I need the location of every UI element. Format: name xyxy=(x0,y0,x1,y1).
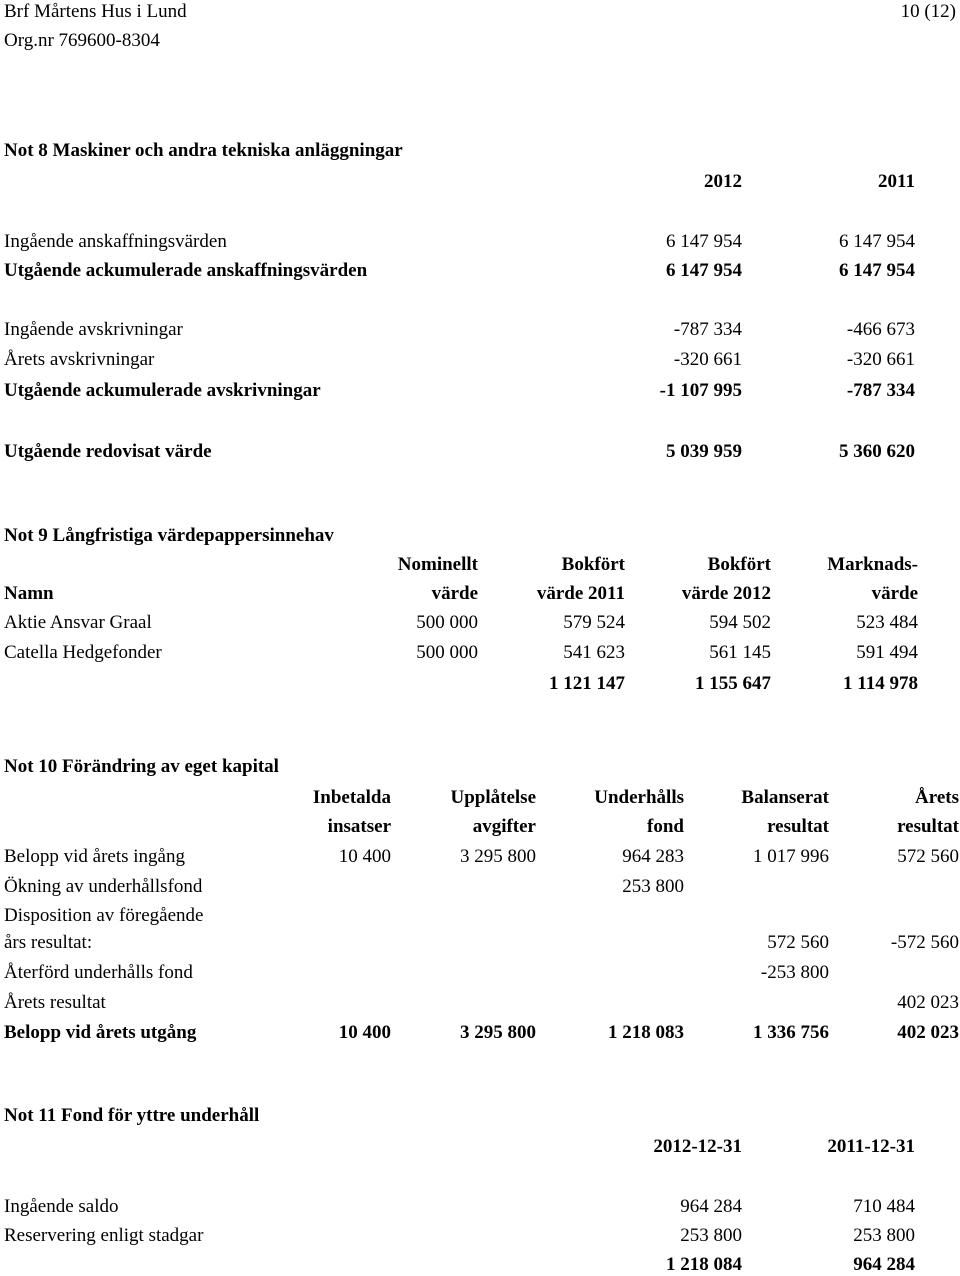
note8-col-2011: 2011 xyxy=(878,171,915,192)
note10-row-value: 964 283 xyxy=(622,846,684,867)
note10-header: Underhålls xyxy=(594,787,684,808)
note10-row-value: 10 400 xyxy=(338,846,391,867)
note8-row-value: 5 039 959 xyxy=(666,441,742,462)
note9-row-name: Catella Hedgefonder xyxy=(4,642,162,663)
note8-row-value: -466 673 xyxy=(846,319,915,340)
note8-row-value: -787 334 xyxy=(673,319,742,340)
note8-row-label: Årets avskrivningar xyxy=(4,349,155,370)
note9-header-market: värde xyxy=(871,583,918,604)
note9-row-value: 591 494 xyxy=(856,642,918,663)
note11-total: 1 218 084 xyxy=(666,1254,742,1275)
note10-row-value: 1 336 756 xyxy=(753,1022,829,1043)
note10-row-label: Ökning av underhållsfond xyxy=(4,876,203,897)
note8-row-value: -320 661 xyxy=(846,349,915,370)
note10-row-value: 402 023 xyxy=(897,992,959,1013)
note9-title: Not 9 Långfristiga värdepappersinnehav xyxy=(4,525,334,546)
note8-row-label: Utgående ackumulerade avskrivningar xyxy=(4,380,321,401)
note11-col-2012: 2012-12-31 xyxy=(653,1136,742,1157)
note11-title: Not 11 Fond för yttre underhåll xyxy=(4,1105,260,1126)
note10-header: Balanserat xyxy=(741,787,829,808)
note9-total: 1 155 647 xyxy=(695,673,771,694)
note8-row-label: Utgående ackumulerade anskaffningsvärden xyxy=(4,260,368,281)
note9-row-value: 579 524 xyxy=(563,612,625,633)
note9-total: 1 114 978 xyxy=(843,673,918,694)
note8-row-value: -1 107 995 xyxy=(659,380,742,401)
note10-header: Årets xyxy=(915,787,959,808)
note10-row-label: Disposition av föregående xyxy=(4,905,204,926)
note10-row-label: Belopp vid årets utgång xyxy=(4,1022,197,1043)
note10-header: Upplåtelse xyxy=(450,787,536,808)
note9-header-book2012: värde 2012 xyxy=(681,583,771,604)
note11-row-value: 964 284 xyxy=(680,1196,742,1217)
page-number: 10 (12) xyxy=(900,1,956,22)
note8-row-value: -320 661 xyxy=(673,349,742,370)
note11-row-value: 253 800 xyxy=(680,1225,742,1246)
note11-total: 964 284 xyxy=(853,1254,915,1275)
note10-row-value: 1 017 996 xyxy=(753,846,829,867)
note10-row-label: Återförd underhålls fond xyxy=(4,962,193,983)
note8-row-label: Ingående anskaffningsvärden xyxy=(4,231,227,252)
note10-row-label: Belopp vid årets ingång xyxy=(4,846,185,867)
note10-row-value: 1 218 083 xyxy=(608,1022,684,1043)
note10-title: Not 10 Förändring av eget kapital xyxy=(4,756,279,777)
note9-row-name: Aktie Ansvar Graal xyxy=(4,612,152,633)
note10-row-value: 10 400 xyxy=(338,1022,391,1043)
note9-header-book2011: värde 2011 xyxy=(536,583,625,604)
company-name: Brf Mårtens Hus i Lund xyxy=(4,1,187,22)
note10-header: insatser xyxy=(327,816,391,837)
note11-col-2011: 2011-12-31 xyxy=(827,1136,915,1157)
note9-row-value: 523 484 xyxy=(856,612,918,633)
note10-header: avgifter xyxy=(472,816,536,837)
note9-header-book2012: Bokfört xyxy=(707,554,771,575)
note9-header-nominal: Nominellt xyxy=(397,554,478,575)
note10-row-value: 253 800 xyxy=(622,876,684,897)
note10-row-value: -572 560 xyxy=(890,932,959,953)
note11-row-value: 710 484 xyxy=(853,1196,915,1217)
note9-row-value: 594 502 xyxy=(709,612,771,633)
note9-header-nominal: värde xyxy=(431,583,478,604)
note8-row-value: -787 334 xyxy=(846,380,915,401)
note9-row-value: 561 145 xyxy=(709,642,771,663)
note11-row-label: Reservering enligt stadgar xyxy=(4,1225,204,1246)
note8-row-value: 6 147 954 xyxy=(666,231,742,252)
note10-row-value: 3 295 800 xyxy=(460,1022,536,1043)
org-number: Org.nr 769600-8304 xyxy=(4,30,160,51)
note9-total: 1 121 147 xyxy=(549,673,625,694)
note10-row-value: 572 560 xyxy=(767,932,829,953)
note10-header: resultat xyxy=(767,816,829,837)
note10-row-value: 572 560 xyxy=(897,846,959,867)
note10-header: resultat xyxy=(897,816,959,837)
note10-row-value: 402 023 xyxy=(897,1022,959,1043)
note8-col-2012: 2012 xyxy=(704,171,742,192)
note10-header: Inbetalda xyxy=(312,787,391,808)
note9-row-value: 500 000 xyxy=(416,612,478,633)
note8-row-value: 5 360 620 xyxy=(839,441,915,462)
note11-row-value: 253 800 xyxy=(853,1225,915,1246)
note9-row-value: 500 000 xyxy=(416,642,478,663)
note10-header: fond xyxy=(647,816,684,837)
note8-title: Not 8 Maskiner och andra tekniska anläggningar xyxy=(4,140,403,161)
note9-header-book2011: Bokfört xyxy=(561,554,625,575)
note8-row-label: Utgående redovisat värde xyxy=(4,441,212,462)
note10-row-value: 3 295 800 xyxy=(460,846,536,867)
note11-row-label: Ingående saldo xyxy=(4,1196,119,1217)
note10-row-value: -253 800 xyxy=(760,962,829,983)
note8-row-label: Ingående avskrivningar xyxy=(4,319,183,340)
note9-header-market: Marknads- xyxy=(827,554,918,575)
note9-header-name: Namn xyxy=(4,583,54,604)
note10-row-label: års resultat: xyxy=(4,932,93,953)
note9-row-value: 541 623 xyxy=(563,642,625,663)
note10-row-label: Årets resultat xyxy=(4,992,106,1013)
note8-row-value: 6 147 954 xyxy=(666,260,742,281)
note8-row-value: 6 147 954 xyxy=(839,260,915,281)
note8-row-value: 6 147 954 xyxy=(839,231,915,252)
